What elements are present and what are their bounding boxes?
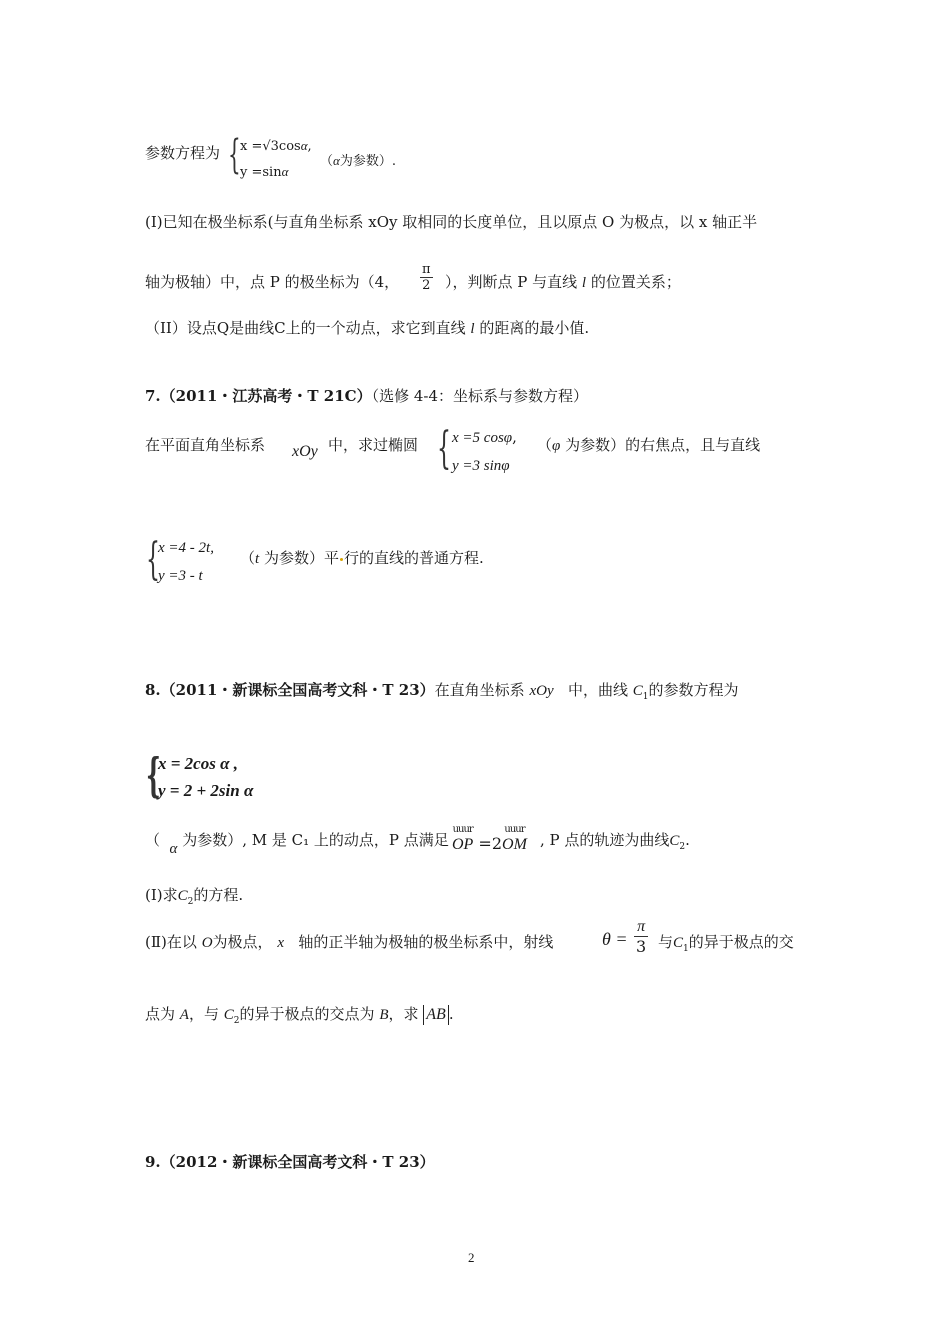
p9-header: 9.（2012・新课标全国高考文科・T 23） xyxy=(145,1153,435,1171)
p6-part1-line2-b: ），判断点 P 与直线 l 的位置关系； xyxy=(445,273,681,291)
p8-eq1: x = 2cos α , xyxy=(158,754,239,773)
p8-q1: (Ⅰ)求$C_2$的方程. xyxy=(145,886,244,907)
p6-eq2: y =sinα xyxy=(240,164,289,180)
p6-part2: （II）设点Q是曲线C上的一个动点，求它到直线 l 的距离的最小值. xyxy=(145,319,590,337)
p7-line2-eq2: y =3 - t xyxy=(158,568,203,584)
p6-part1-line2: 轴为极轴）中，点 P 的极坐标为（4， xyxy=(145,273,400,291)
p8-line2: （ α 为参数）, M 是 C₁ 上的动点，P 点满足 xyxy=(145,831,449,857)
p6-brace: { xyxy=(228,132,241,178)
p8-eq2: y = 2 + 2sin α xyxy=(158,781,254,800)
p7-line1-b: 中，求过椭圆 xyxy=(328,436,419,454)
p6-intro: 参数方程为 xyxy=(145,144,221,162)
p7-eq1: x =5 cosφ, xyxy=(452,428,517,446)
page-number: 2 xyxy=(468,1250,475,1265)
p7-line2-text: （t 为参数）平 行的直线的普通方程. xyxy=(240,549,484,567)
p8-vector-eq: uuur OP =2 uuur OM xyxy=(452,824,527,853)
p6-param-note: （α为参数）. xyxy=(320,153,396,169)
p8-header: 8.（2011・新课标全国高考文科・T 23）在直角坐标系 xOy 中，曲线 $C_1$的参数方程为 xyxy=(145,681,739,702)
p7-header: 7.（2011・江苏高考・T 21C）（选修 4-4：坐标系与参数方程） xyxy=(145,387,589,405)
p6-pi-over-2: $\frac{\pi}{2}$ xyxy=(422,262,431,293)
p7-eq2: y =3 sinφ xyxy=(452,458,510,474)
p7-xoy: xOy xyxy=(292,443,318,460)
p8-theta: θ = xyxy=(602,929,628,949)
p8-q3: 点为 A，与 $C_2$的异于极点的交点为 B，求 AB . xyxy=(145,1005,454,1026)
p6-eq1: x =√3cosα, xyxy=(240,138,312,154)
p8-brace: { xyxy=(146,748,161,802)
p8-q2: (Ⅱ)在以 O为极点， x 轴的正半轴为极轴的极坐标系中，射线 xyxy=(145,933,554,951)
p7-line1-a: 在平面直角坐标系 xyxy=(145,436,266,454)
p7-param: （φ 为参数）的右焦点，且与直线 xyxy=(537,436,761,454)
p8-q2-b: 与$C_1$的异于极点的交 xyxy=(658,933,794,954)
p8-pi-over-3: $\frac{\pi}{3}$ xyxy=(636,918,647,956)
p7-brace: { xyxy=(437,423,451,474)
p7-line2-eq1: x =4 - 2t, xyxy=(158,540,214,556)
p6-part1-line1: (I)已知在极坐标系(与直角坐标系 xOy 取相同的长度单位，且以原点 O 为极点，以 x 轴正半 xyxy=(145,213,758,231)
p7-line2-brace: { xyxy=(146,534,160,585)
p8-abs-ab: AB xyxy=(423,1005,449,1025)
p8-line2-b: , P 点的轨迹为曲线$C_2$. xyxy=(540,831,690,852)
